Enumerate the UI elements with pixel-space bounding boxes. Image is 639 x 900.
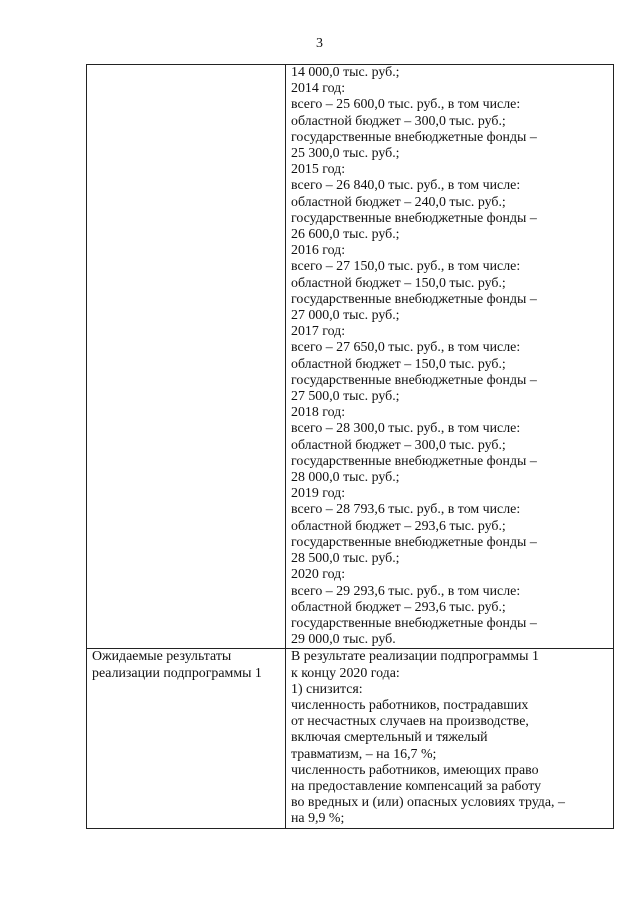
funding-label-cell: [87, 65, 286, 649]
cell-text-line: к концу 2020 года:: [291, 665, 400, 681]
cell-text-line: областной бюджет – 293,6 тыс. руб.;: [291, 599, 506, 615]
cell-text-line: 27 000,0 тыс. руб.;: [291, 308, 400, 324]
cell-text-line: 2015 год:: [291, 162, 346, 178]
cell-text-line: 26 600,0 тыс. руб.;: [291, 227, 400, 243]
cell-text-line: 2014 год:: [291, 81, 346, 97]
cell-text-line: 25 300,0 тыс. руб.;: [291, 146, 400, 162]
cell-text-line: областной бюджет – 300,0 тыс. руб.;: [291, 437, 506, 453]
cell-text-line: 29 000,0 тыс. руб.: [291, 632, 396, 648]
cell-text-line: 28 000,0 тыс. руб.;: [291, 470, 400, 486]
cell-text-line: 2019 год:: [291, 486, 346, 502]
cell-text-line: всего – 27 150,0 тыс. руб., в том числе:: [291, 259, 521, 275]
cell-text-line: численность работников, пострадавших: [291, 697, 529, 713]
cell-text-line: всего – 28 793,6 тыс. руб., в том числе:: [291, 502, 521, 518]
cell-text-line: 1) снизится:: [291, 681, 363, 697]
cell-text-line: всего – 27 650,0 тыс. руб., в том числе:: [291, 340, 521, 356]
page-number: 3: [316, 36, 323, 51]
cell-text-line: всего – 28 300,0 тыс. руб., в том числе:: [291, 421, 521, 437]
results-label-cell: [87, 649, 286, 828]
cell-text-line: на предоставление компенсаций за работу: [291, 778, 542, 794]
cell-text-line: В результате реализации подпрограммы 1: [291, 649, 539, 665]
cell-text-line: государственные внебюджетные фонды –: [291, 129, 537, 145]
cell-text-line: государственные внебюджетные фонды –: [291, 210, 537, 226]
cell-text-line: 2018 год:: [291, 405, 346, 421]
cell-text-line: травматизм, – на 16,7 %;: [291, 746, 437, 762]
cell-text-line: областной бюджет – 150,0 тыс. руб.;: [291, 275, 506, 291]
cell-text-line: на 9,9 %;: [291, 811, 345, 827]
cell-text-line: всего – 26 840,0 тыс. руб., в том числе:: [291, 178, 521, 194]
funding-value-cell: [286, 65, 614, 649]
cell-text-line: государственные внебюджетные фонды –: [291, 291, 537, 307]
cell-text-line: численность работников, имеющих право: [291, 762, 539, 778]
cell-text-line: от несчастных случаев на производстве,: [291, 714, 529, 730]
cell-text-line: 27 500,0 тыс. руб.;: [291, 389, 400, 405]
table-row-expected-results: [87, 649, 614, 828]
cell-text-line: областной бюджет – 150,0 тыс. руб.;: [291, 356, 506, 372]
results-value-cell: [286, 649, 614, 828]
table-row-funding: [87, 65, 614, 649]
cell-text-line: областной бюджет – 300,0 тыс. руб.;: [291, 113, 506, 129]
cell-text-line: 14 000,0 тыс. руб.;: [291, 65, 400, 80]
cell-text-line: областной бюджет – 293,6 тыс. руб.;: [291, 518, 506, 534]
cell-text-line: Ожидаемые результаты: [92, 649, 232, 665]
cell-text-line: государственные внебюджетные фонды –: [291, 453, 537, 469]
program-table: [86, 64, 614, 829]
cell-text-line: во вредных и (или) опасных условиях труда, –: [291, 795, 565, 811]
cell-text-line: всего – 29 293,6 тыс. руб., в том числе:: [291, 583, 521, 599]
cell-text-line: 2017 год:: [291, 324, 346, 340]
cell-text-line: 2016 год:: [291, 243, 346, 259]
cell-text-line: государственные внебюджетные фонды –: [291, 534, 537, 550]
cell-text-line: областной бюджет – 240,0 тыс. руб.;: [291, 194, 506, 210]
cell-text-line: государственные внебюджетные фонды –: [291, 372, 537, 388]
cell-text-line: всего – 25 600,0 тыс. руб., в том числе:: [291, 97, 521, 113]
cell-text-line: государственные внебюджетные фонды –: [291, 615, 537, 631]
cell-text-line: 2020 год:: [291, 567, 346, 583]
cell-text-line: включая смертельный и тяжелый: [291, 730, 488, 746]
cell-text-line: 28 500,0 тыс. руб.;: [291, 551, 400, 567]
cell-text-line: реализации подпрограммы 1: [92, 665, 262, 681]
